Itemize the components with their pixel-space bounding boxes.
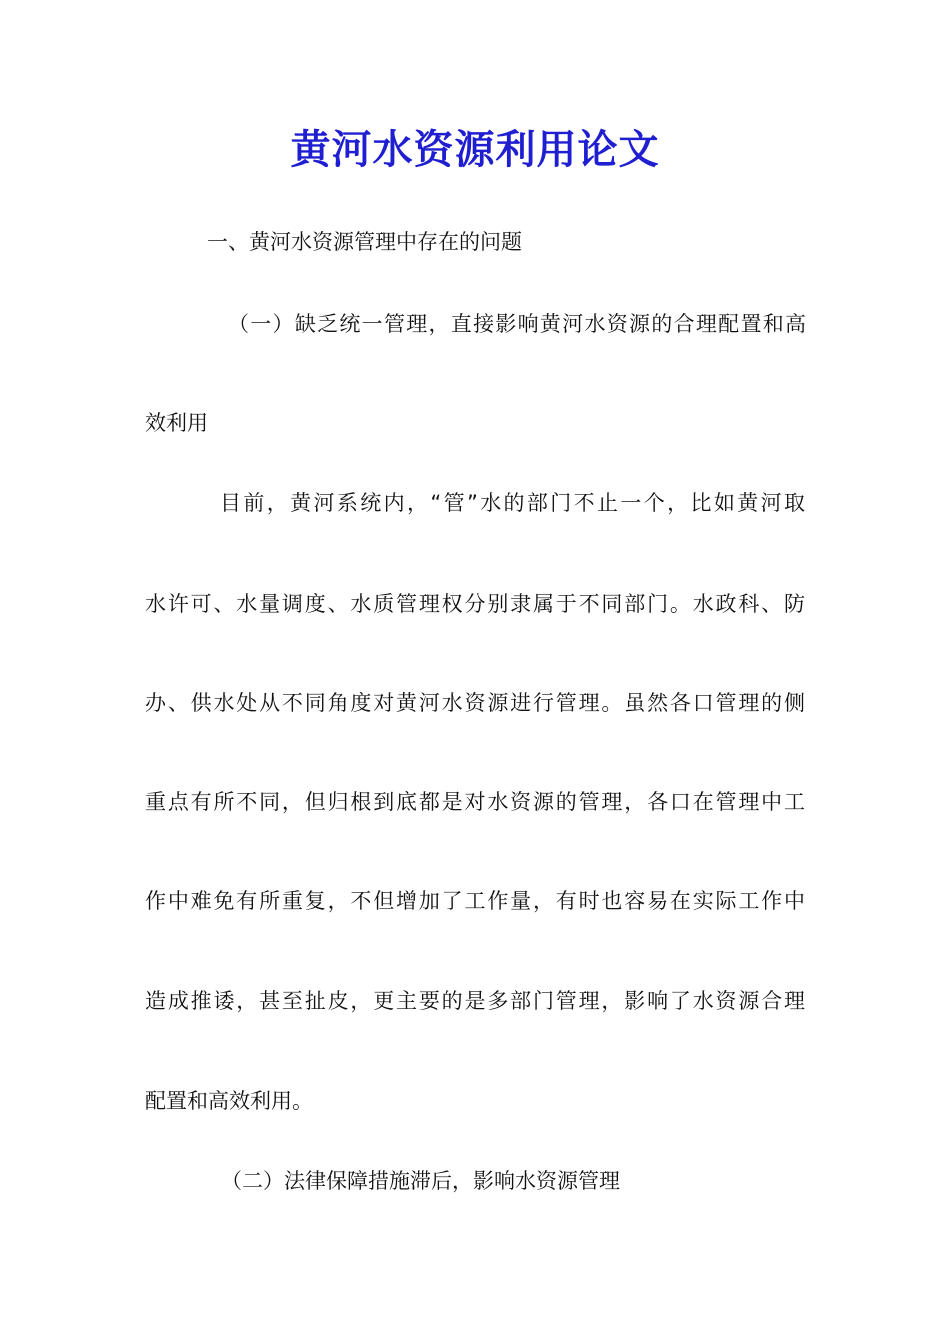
paragraph-1-line: 目前，黄河系统内，“管”水的部门不止一个，比如黄河取 (220, 491, 805, 515)
paragraph-1-line: 配置和高效利用。 (145, 1089, 313, 1113)
subheading-1-line-1: （一）缺乏统一管理，直接影响黄河水资源的合理配置和高 (228, 312, 806, 336)
paragraph-1-line: 造成推诿，甚至扯皮，更主要的是多部门管理，影响了水资源合理 (145, 989, 805, 1013)
paragraph-1-line: 水许可、水量调度、水质管理权分别隶属于不同部门。水政科、防 (145, 592, 805, 616)
paragraph-1-line: 作中难免有所重复，不但增加了工作量，有时也容易在实际工作中 (145, 889, 805, 913)
paragraph-1-line: 重点有所不同，但归根到底都是对水资源的管理，各口在管理中工 (145, 790, 805, 814)
document-title: 黄河水资源利用论文 (290, 126, 660, 173)
subheading-2: （二）法律保障措施滞后，影响水资源管理 (221, 1169, 620, 1193)
paragraph-1-line: 办、供水处从不同角度对黄河水资源进行管理。虽然各口管理的侧 (145, 691, 805, 715)
subheading-1-line-2: 效利用 (145, 411, 208, 435)
section-heading-1: 一、黄河水资源管理中存在的问题 (207, 230, 522, 254)
